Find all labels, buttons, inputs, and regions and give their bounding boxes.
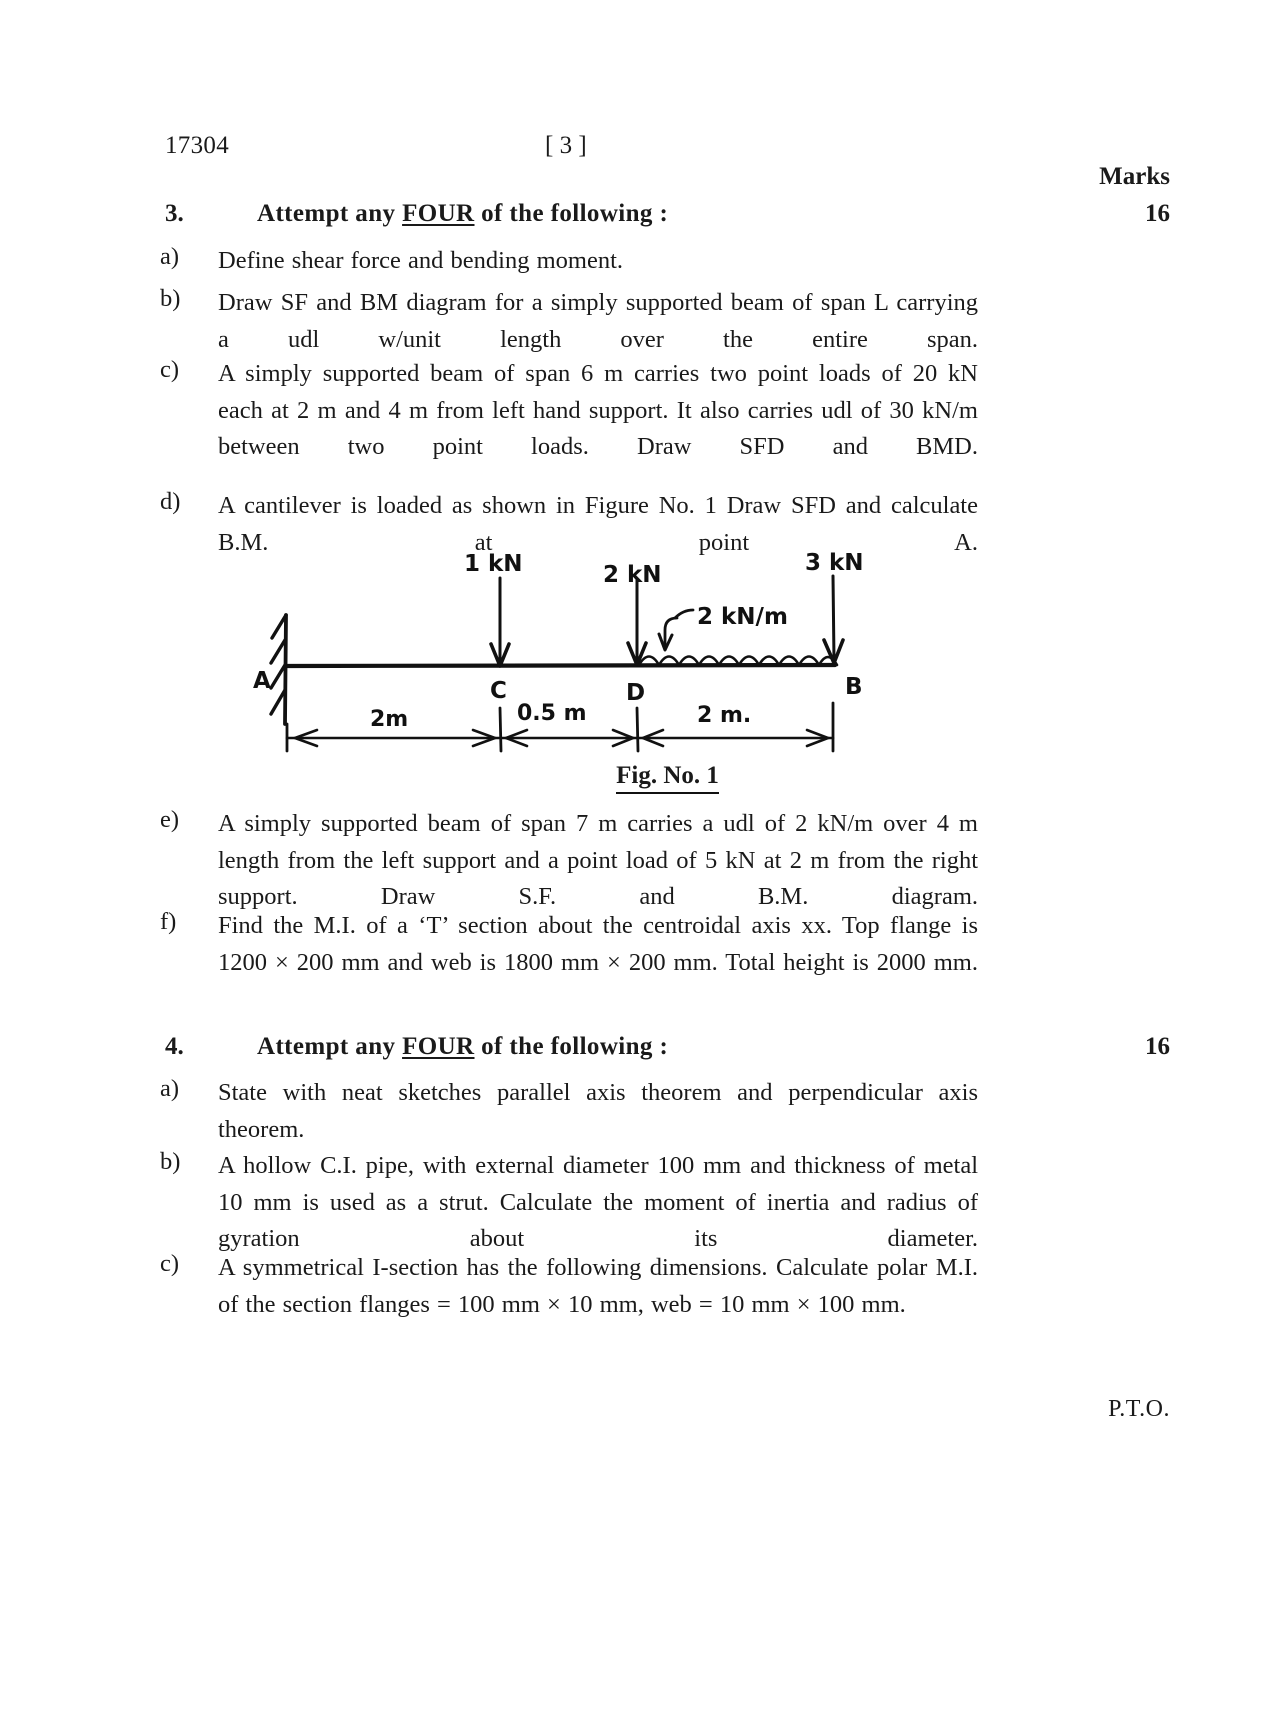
- item-text-4b: A hollow C.I. pipe, with external diameter 100 mm and thickness of metal 10 mm is used as a strut. Calculate the moment of inertia and radius of gyration about its diameter.: [218, 1152, 978, 1252]
- question-4-heading-emphasis: FOUR: [402, 1033, 475, 1060]
- question-3-marks: 16: [1145, 200, 1170, 227]
- point-label-c: C: [490, 678, 507, 704]
- question-4-marks: 16: [1145, 1033, 1170, 1060]
- item-label-3e: e): [160, 806, 180, 833]
- marks-column-label: Marks: [1099, 163, 1170, 190]
- load-label-c: 1 kN: [464, 551, 523, 577]
- dim-label-cd: 0.5 m: [517, 701, 587, 726]
- question-3-heading-emphasis: FOUR: [402, 200, 475, 227]
- item-text-3e: A simply supported beam of span 7 m carries a udl of 2 kN/m over 4 m length from the left support and a point load of 5 kN at 2 m from the right support. Draw S.F. and B.M. diagram.: [218, 810, 978, 910]
- list-item: [160, 285, 978, 358]
- support-hatch: [272, 615, 286, 638]
- question-4-heading: [257, 1033, 668, 1061]
- list-item: [160, 1250, 978, 1323]
- dim-label-ac: 2m: [370, 707, 409, 732]
- question-4-heading-post: of the following :: [474, 1033, 669, 1060]
- question-4-heading-pre: Attempt any: [257, 1033, 403, 1060]
- fixed-support-wall: [285, 615, 286, 724]
- item-label-3f: f): [160, 908, 177, 935]
- item-label-3c: c): [160, 356, 180, 383]
- item-label-4c: c): [160, 1250, 180, 1277]
- item-text-3a: Define shear force and bending moment.: [218, 247, 624, 274]
- question-3-heading-post: of the following :: [474, 200, 669, 227]
- page-turn-over-note: P.T.O.: [1108, 1396, 1170, 1422]
- beam-line: [287, 665, 835, 666]
- page-header: [165, 132, 995, 162]
- figure-caption: [165, 762, 1170, 790]
- dim-tick-d: [637, 708, 638, 751]
- udl-label: 2 kN/m: [697, 604, 788, 630]
- item-label-3d: d): [160, 488, 181, 515]
- question-3-heading-pre: Attempt any: [257, 200, 403, 227]
- load-label-b: 3 kN: [805, 550, 864, 576]
- item-label-3b: b): [160, 285, 181, 312]
- list-item: [160, 1148, 978, 1258]
- question-4-number: 4.: [165, 1033, 184, 1060]
- figure-caption-text: Fig. No. 1: [616, 762, 719, 794]
- cantilever-beam-figure: [245, 548, 945, 758]
- udl-leader-tail: [675, 610, 693, 618]
- support-hatch: [271, 690, 285, 714]
- item-label-4a: a): [160, 1075, 180, 1102]
- support-hatch: [271, 640, 285, 663]
- list-item: [160, 243, 978, 280]
- paper-code: 17304: [165, 132, 229, 159]
- point-label-d: D: [626, 680, 646, 706]
- item-label-3a: a): [160, 243, 180, 270]
- item-text-4a: State with neat sketches parallel axis theorem and perpendicular axis theorem.: [218, 1079, 978, 1143]
- item-label-4b: b): [160, 1148, 181, 1175]
- item-text-3c: A simply supported beam of span 6 m carries two point loads of 20 kN each at 2 m and 4 m from left hand support. It also carries udl of 30 kN/m between two point loads. Draw SFD and BMD.: [218, 360, 978, 460]
- support-hatch: [271, 665, 285, 688]
- item-text-4c: A symmetrical I-section has the following dimensions. Calculate polar M.I. of the section flanges = 100 mm × 10 mm, web = 10 mm × 100 mm.: [218, 1254, 978, 1318]
- item-text-3d: A cantilever is loaded as shown in Figure No. 1 Draw SFD and calculate B.M. at point A.: [218, 492, 978, 556]
- list-item: [160, 806, 978, 916]
- beam-diagram-svg: [245, 548, 945, 758]
- page-number: [ 3 ]: [545, 132, 587, 159]
- load-arrow-b: [833, 576, 834, 660]
- dim-label-db: 2 m.: [697, 703, 752, 728]
- question-3-number: 3.: [165, 200, 184, 227]
- list-item: [160, 356, 978, 466]
- item-text-3f: Find the M.I. of a ‘T’ section about the centroidal axis xx. Top flange is 1200 × 200 mm and web is 1800 mm × 200 mm. Total height is 2000 mm.: [218, 912, 978, 976]
- item-text-3b: Draw SF and BM diagram for a simply supported beam of span L carrying a udl w/unit length over the entire span.: [218, 289, 978, 353]
- load-label-d: 2 kN: [603, 562, 662, 588]
- list-item: [160, 908, 978, 981]
- support-label-a: A: [253, 668, 271, 694]
- question-3-heading: [257, 200, 668, 228]
- list-item: [160, 1075, 978, 1148]
- dim-tick-c: [500, 708, 501, 751]
- point-label-b: B: [845, 674, 863, 700]
